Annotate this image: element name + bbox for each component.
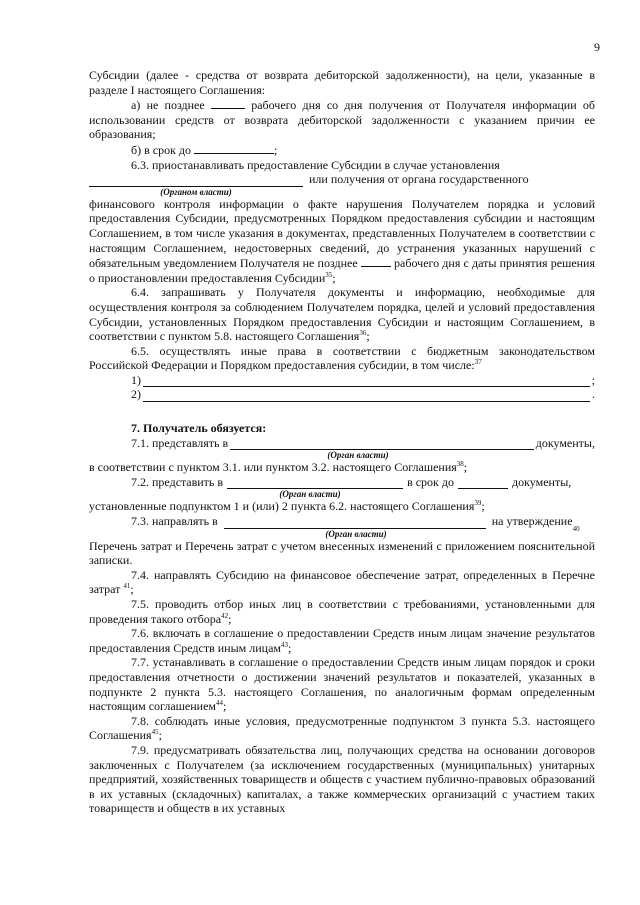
paragraph-7-6: 7.6. включать в соглашение о предоставлении Средств иным лицам значение результатов предоставления Средств иным лицам$^{43}$; <box>89 626 595 655</box>
blank-date <box>194 142 274 154</box>
paragraph-6-3-line: или получения от органа государственного <box>89 172 595 187</box>
paragraph-a: а) не позднее рабочего дня со дня получения от Получателя информации об использовании средств от возврата дебиторской задолженности с указанием причин ее образования; <box>89 98 596 142</box>
blank-organ <box>224 517 486 529</box>
paragraph-b: б) в срок до ; <box>131 142 278 157</box>
paragraph-6-4: 6.4. запрашивать у Получателя документы и информацию, необходимые для осуществления контроля за соблюдением Получателем порядка, целей и условий предоставления Субсидии, установленных Порядком предоставления Субсидии и настоящим Соглашением, в соответствии с пунктом 5.8. настоящего Соглашения$^{36}$; <box>89 285 595 344</box>
document-body <box>89 68 595 816</box>
blank-organ <box>89 175 303 187</box>
blank-days <box>361 255 391 267</box>
caption-organ: (Орган власти) <box>279 489 341 500</box>
caption-organ: (Орган власти) <box>325 528 387 539</box>
paragraph-6-5: 6.5. осуществлять иные права в соответствии с бюджетным законодательством Российской Федерации и Порядком предоставления субсидии, в том числе:$^{37}$ <box>89 343 595 373</box>
paragraph-7-5: 7.5. проводить отбор иных лиц в соответствии с требованиями, установленными для проведения такого отбора$^{42}$; <box>89 597 595 626</box>
blank-organ <box>227 477 403 489</box>
paragraph-7-7: 7.7. устанавливать в соглашение о предоставлении Средств иным лицам порядок и сроки предоставления отчетности о достижении значений результатов и показателей, указанных в подпункте 2 пункта 5.3. настоящего Соглашения, по аналогичным формам определенным настоящим соглашением$^{44}$; <box>89 655 595 714</box>
paragraph-7-4: 7.4. направлять Субсидию на финансовое обеспечение затрат, определенных в Перечне затрат $^{41}$; <box>89 567 595 597</box>
blank-days <box>211 97 245 109</box>
paragraph-subsidy-intro: Субсидии (далее - средства от возврата дебиторской задолженности), на цели, указанные в разделе I настоящего Соглашения: <box>89 68 595 97</box>
paragraph-7-2: 7.2. предстaвить в в срок до документы, <box>131 474 572 489</box>
paragraph-7-1-body: в соответствии с пунктом 3.1. или пунктом 3.2. настоящего Соглашения$^{38}$; <box>89 460 468 475</box>
list-item-1: 1) ; <box>131 372 595 387</box>
paragraph-7-3: 7.3. направлять в на утверждение 40 <box>131 514 580 533</box>
paragraph-6-3: 6.3. приостанавливать предоставление Субсидии в случае установления <box>131 157 500 172</box>
paragraph-7-8: 7.8. соблюдать иные условия, предусмотренные подпунктом 3 пункта 5.3. настоящего Соглашения$^{45}$; <box>89 713 595 743</box>
paragraph-7-9: 7.9. предусматривать обязательства лиц, получающих средства на основании договоров заключенных с Получателем (за исключением государственных (муниципальных) унитарных предприятий, хозяйственных товариществ и обществ с участием публично-правовых образований в их уставных (складочных) капиталах, а также коммерческих организаций с участием таких товариществ и обществ в их уставных <box>89 742 595 816</box>
list-item-2: 2) . <box>131 387 595 402</box>
blank-date <box>458 477 508 489</box>
page-number: 9 <box>594 40 600 54</box>
paragraph-7-2-body: установленные подпунктом 1 и (или) 2 пункта 6.2. настоящего Соглашения$^{39}$; <box>89 499 485 514</box>
section-heading-7: 7. Получатель обязуется: <box>131 421 267 436</box>
caption-organ: (Орган власти) <box>327 450 389 461</box>
paragraph-6-3-body: финансового контроля информации о факте нарушения Получателем порядка и условий предоставления Субсидии, предусмотренных Порядком предоставления субсидии и настоящим Соглашением, в том числе указания в документах, представленных Получателем в соответствии с настоящим Соглашением, недостоверных сведений, до устранения указанных нарушений с обязательным уведомлением Получателя не позднее рабочего дня с даты принятия решения о приостановлении предоставления Субсидии$^{35}$; <box>89 196 596 285</box>
paragraph-7-3-body: Перечень затрат и Перечень затрат с учетом внесенных изменений с приложением пояснительной записки. <box>89 538 595 568</box>
caption-organom: (Органом власти) <box>160 186 232 197</box>
paragraph-7-1: 7.1. представлять в документы, <box>131 435 595 450</box>
